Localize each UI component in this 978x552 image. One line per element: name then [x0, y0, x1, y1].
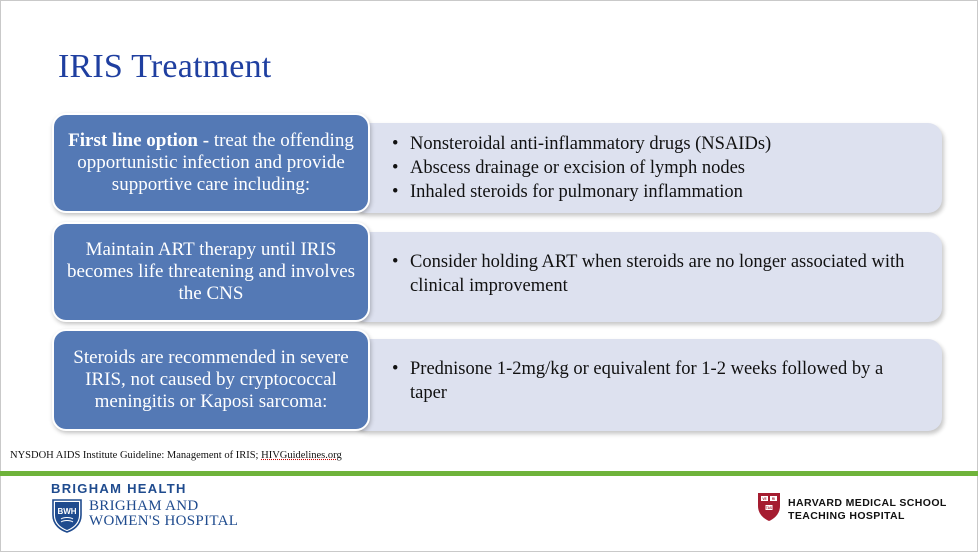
- option-bold-label: First line option -: [68, 130, 214, 151]
- bullet-item: • Nonsteroidal anti-inflammatory drugs (NSAIDs): [392, 132, 924, 156]
- bullet-list: [392, 357, 924, 405]
- bullet-list: [392, 132, 924, 204]
- bwh-hospital-name: [89, 499, 238, 529]
- svg-text:RI: RI: [771, 497, 776, 501]
- treatment-row-art: [52, 222, 942, 322]
- bullet-item: • Abscess drainage or excision of lymph nodes: [392, 156, 924, 180]
- hms-name-line2: TEACHING HOSPITAL: [788, 510, 905, 522]
- bullet-item: • Consider holding ART when steroids are no longer associated with clinical improvement: [392, 250, 924, 298]
- citation-text: NYSDOH AIDS Institute Guideline: Management of IRIS;: [10, 450, 262, 461]
- option-box: [52, 329, 370, 431]
- option-box: [52, 222, 370, 322]
- bullet-panel: [352, 123, 942, 213]
- bullet-item: • Inhaled steroids for pulmonary inflammation: [392, 180, 924, 204]
- svg-text:VE: VE: [762, 497, 767, 501]
- harvard-shield-icon: [757, 492, 781, 522]
- harvard-teaching-hospital-name: [788, 497, 947, 523]
- bullet-panel: [352, 232, 942, 322]
- svg-text:TAS: TAS: [765, 506, 773, 510]
- option-text: [66, 130, 356, 196]
- option-description: treat the offending opportunistic infection and provide supportive care including:: [77, 130, 354, 195]
- bullet-list: [392, 250, 924, 298]
- option-text: Steroids are recommended in severe IRIS, not caused by cryptococcal meningitis or Kaposi sarcoma:: [73, 347, 349, 412]
- bwh-shield-icon: [52, 499, 82, 533]
- option-text: Maintain ART therapy until IRIS becomes life threatening and involves the CNS: [66, 239, 356, 304]
- treatment-row-steroids: [52, 329, 942, 431]
- citation: [10, 450, 342, 461]
- bwh-name-line1: BRIGHAM AND: [89, 498, 199, 514]
- hms-name-line1: HARVARD MEDICAL SCHOOL: [788, 497, 947, 509]
- brigham-health-label: BRIGHAM HEALTH: [51, 481, 187, 496]
- option-box: [52, 113, 370, 213]
- footer-divider: [0, 471, 978, 476]
- bullet-item: • Prednisone 1-2mg/kg or equivalent for 1-2 weeks followed by a taper: [392, 357, 924, 405]
- treatment-row-first-line: [52, 113, 942, 213]
- slide-title: IRIS Treatment: [58, 48, 272, 85]
- bwh-shield-text: BWH: [57, 507, 77, 516]
- bullet-panel: [352, 339, 942, 431]
- bwh-name-line2: WOMEN'S HOSPITAL: [89, 513, 239, 529]
- citation-link[interactable]: HIVGuidelines.org: [261, 450, 342, 461]
